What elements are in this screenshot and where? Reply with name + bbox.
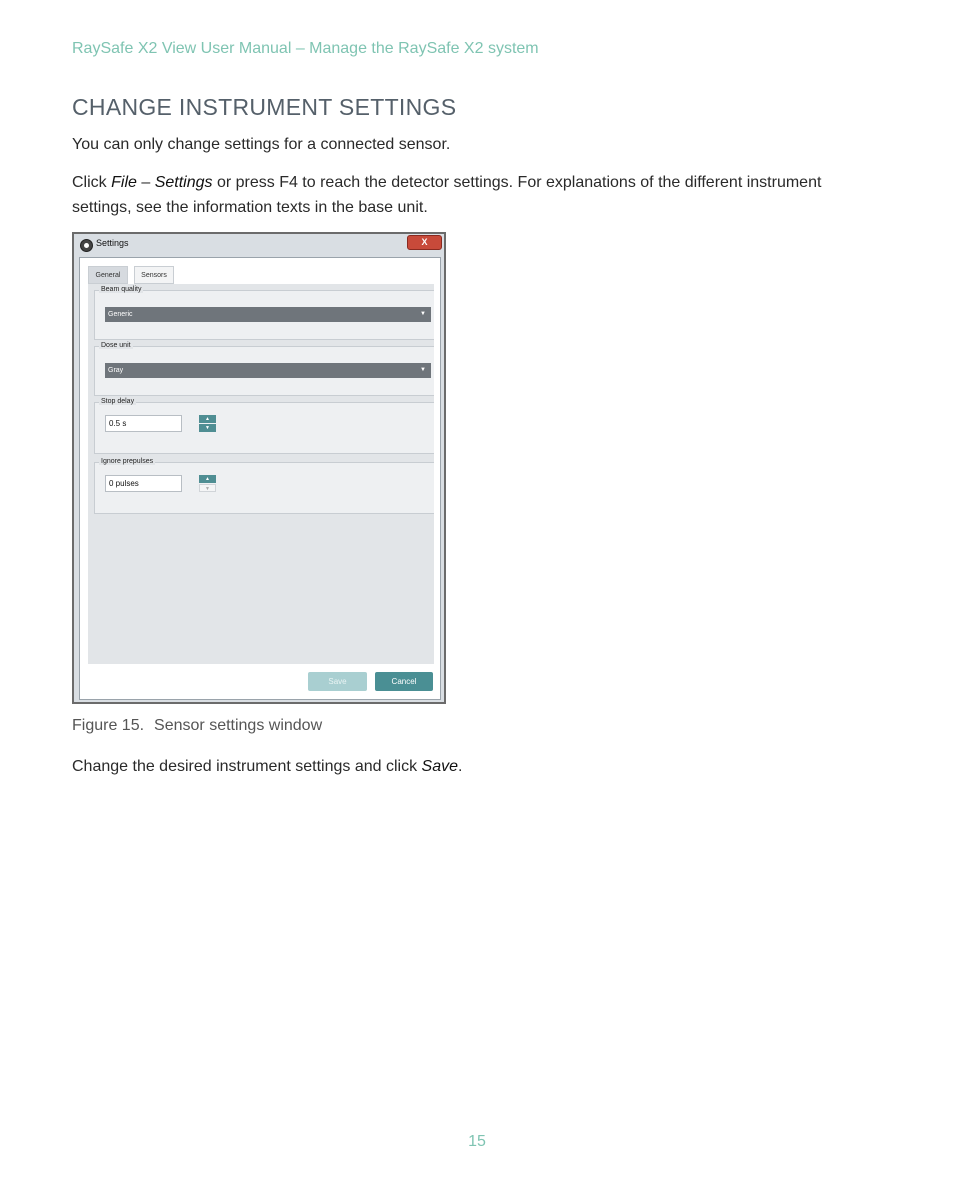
save-button[interactable]: Save [308, 672, 367, 691]
group-ignore-prepulses [94, 458, 434, 514]
arrow-up-icon: ▲ [205, 476, 210, 482]
group-beam-quality [94, 286, 434, 340]
save-reference: Save [421, 758, 458, 775]
ignore-prepulses-increment-button[interactable] [199, 475, 216, 483]
stop-delay-input[interactable]: 0.5 s [105, 415, 182, 432]
figure-caption [72, 717, 322, 735]
stop-delay-increment-button[interactable] [199, 415, 216, 423]
stop-delay-decrement-button[interactable] [199, 424, 216, 432]
window-client-area [79, 257, 441, 700]
text: . [458, 758, 463, 775]
group-dose-unit [94, 342, 434, 396]
running-header: RaySafe X2 View User Manual – Manage the RaySafe X2 system [72, 40, 539, 57]
arrow-down-icon: ▼ [205, 486, 210, 492]
cancel-button[interactable]: Cancel [375, 672, 433, 691]
figure-caption-text: Sensor settings window [154, 717, 323, 734]
section-title: CHANGE INSTRUMENT SETTINGS [72, 94, 457, 120]
arrow-down-icon: ▼ [205, 425, 210, 431]
paragraph-connected-sensor: You can only change settings for a connected sensor. [72, 136, 451, 153]
ignore-prepulses-stepper [199, 475, 216, 493]
window-titlebar [74, 234, 444, 256]
ignore-prepulses-input[interactable]: 0 pulses [105, 475, 182, 492]
tab-general[interactable]: General [88, 266, 128, 284]
text: Click [72, 174, 112, 191]
ignore-prepulses-label: Ignore prepulses [101, 458, 154, 465]
page-number: 15 [468, 1133, 486, 1150]
dose-unit-label: Dose unit [101, 342, 131, 349]
beam-quality-label: Beam quality [101, 286, 142, 293]
beam-quality-value: Generic [108, 311, 133, 318]
tab-sensors[interactable]: Sensors [134, 266, 174, 284]
stop-delay-label: Stop delay [101, 398, 135, 405]
arrow-up-icon: ▲ [205, 416, 210, 422]
menu-settings: Settings [154, 174, 213, 191]
chevron-down-icon: ▼ [420, 311, 426, 317]
chevron-down-icon: ▼ [420, 367, 426, 373]
beam-quality-select[interactable] [105, 307, 431, 322]
figure-number: Figure 15. [72, 717, 145, 734]
ignore-prepulses-decrement-button[interactable] [199, 484, 216, 492]
dose-unit-value: Gray [108, 367, 124, 374]
paragraph-open-settings [72, 170, 872, 220]
group-stop-delay [94, 398, 434, 454]
window-title: Settings [96, 238, 129, 248]
paragraph-save-settings [72, 754, 872, 779]
text: Change the desired instrument settings and click [72, 758, 422, 775]
settings-window-screenshot [72, 232, 446, 704]
menu-file: File [111, 174, 137, 191]
text: or press F4 to reach the detector settings. For explanations of the different instrument settings, see the information texts in the base unit. [72, 174, 822, 216]
stop-delay-stepper [199, 415, 216, 433]
raysafe-app-icon [80, 239, 93, 252]
close-button[interactable]: X [407, 235, 442, 250]
text: – [136, 174, 155, 191]
sensors-tab-panel [88, 284, 434, 664]
dose-unit-select[interactable] [105, 363, 431, 378]
